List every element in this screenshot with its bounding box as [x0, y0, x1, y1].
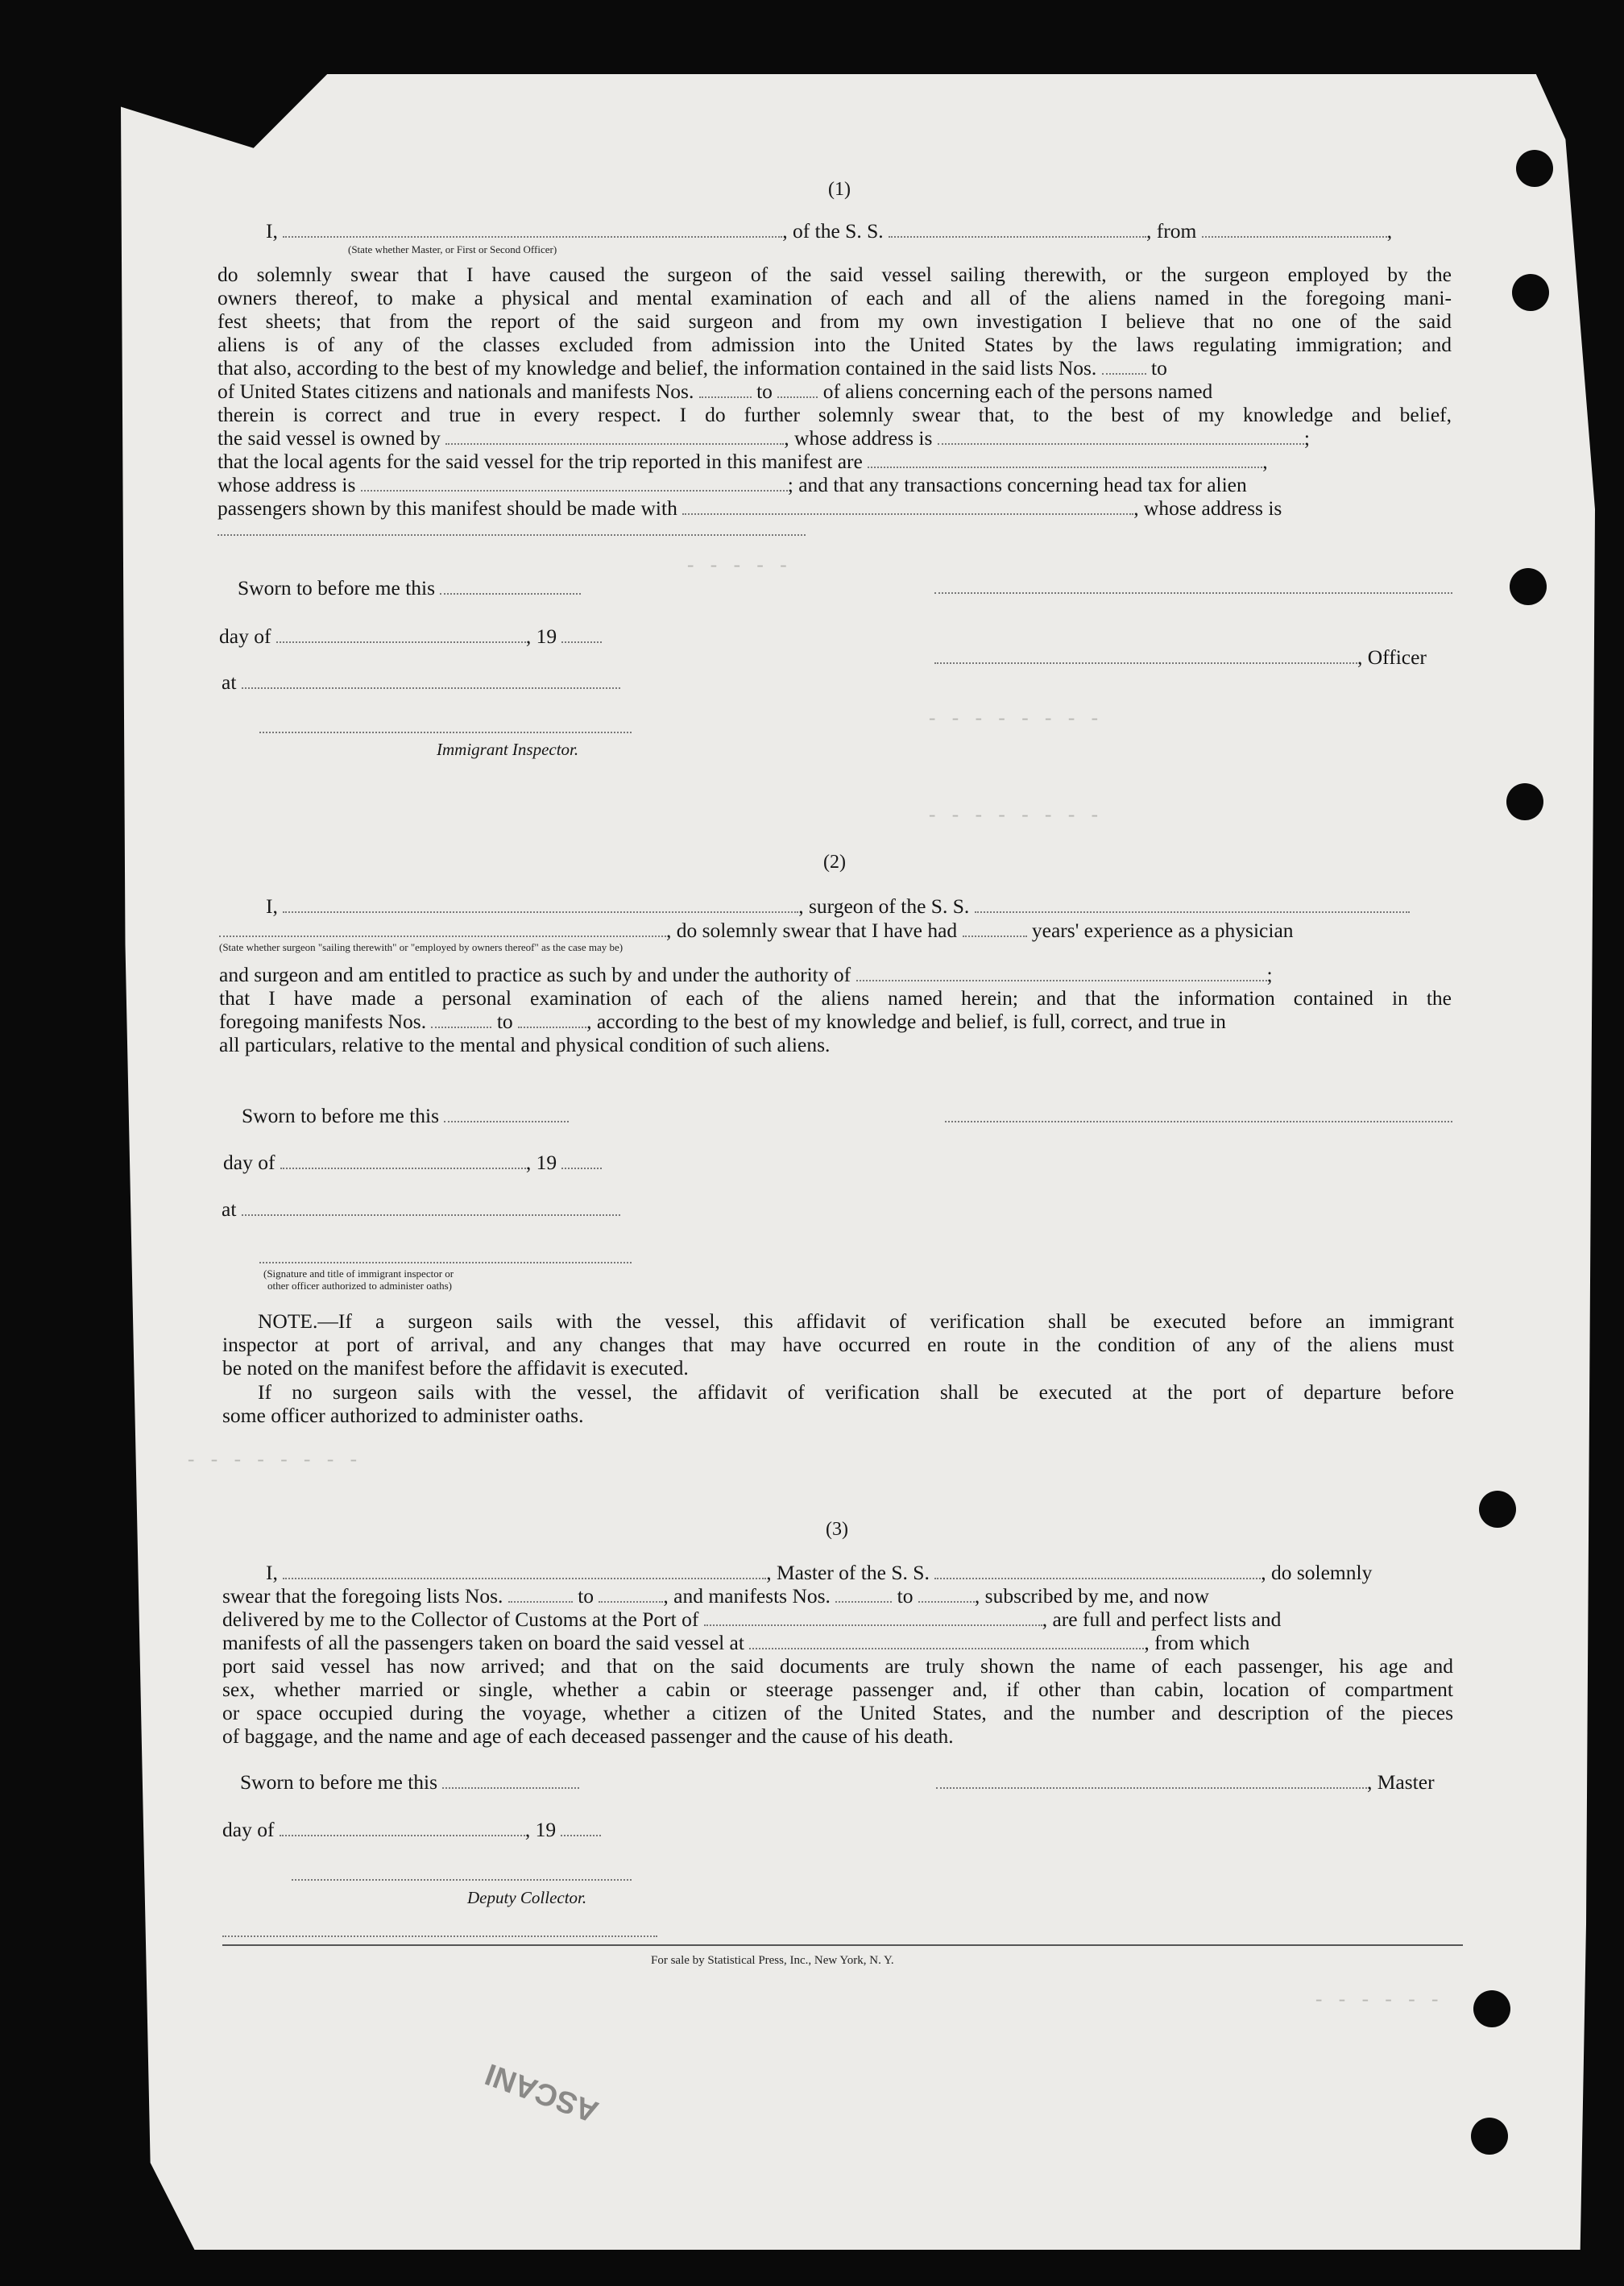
- location-field[interactable]: [242, 1200, 620, 1216]
- master-name-field[interactable]: [283, 1563, 766, 1579]
- note-line: inspector at port of arrival, and any changes that may have occurred en route in the condition of any of the aliens must: [222, 1333, 1454, 1356]
- head-tax-address-field[interactable]: [218, 534, 806, 536]
- surgeon-name-field[interactable]: [283, 897, 798, 913]
- lists-line: that also, according to the best of my knowledge and belief, the information contained in the said lists Nos. to: [218, 356, 1167, 380]
- punch-hole: [1479, 1491, 1516, 1528]
- surgeon-experience-line: , do solemnly swear that I have had years' experience as a physician: [219, 919, 1294, 943]
- dotted-divider: [222, 1935, 657, 1937]
- ascani-stamp: ASCANI: [481, 2056, 603, 2129]
- master-signature-line: , Master: [936, 1770, 1435, 1794]
- oath-paragraph-line: or space occupied during the voyage, whether a citizen of the United States, and the number and description of the pieces: [222, 1701, 1453, 1724]
- sworn-line: Sworn to before me this: [238, 576, 581, 600]
- manifest-from-field[interactable]: [699, 382, 752, 398]
- sworn-line: Sworn to before me this: [240, 1770, 579, 1794]
- section-number: (1): [828, 179, 851, 200]
- month-field[interactable]: [280, 1153, 526, 1169]
- note-line: NOTE.—If a surgeon sails with the vessel, this affidavit of verification shall be executed before an immigrant: [258, 1309, 1454, 1333]
- officer-line: , Officer: [934, 645, 1427, 670]
- day-of-line: day of , 19: [222, 1818, 601, 1842]
- authority-field[interactable]: [856, 965, 1267, 981]
- sworn-day-field[interactable]: [440, 579, 581, 595]
- punch-hole: [1506, 783, 1543, 820]
- lists-from-field[interactable]: [1102, 359, 1146, 375]
- inspector-caption: Immigrant Inspector.: [437, 740, 579, 759]
- years-field[interactable]: [963, 921, 1027, 937]
- punch-hole: [1512, 274, 1549, 311]
- master-line: I, , Master of the S. S. , do solemnly: [266, 1561, 1373, 1584]
- manifests-to-field[interactable]: [918, 1587, 975, 1603]
- master-line: I, , of the S. S. , from ,: [266, 219, 1393, 243]
- location-field[interactable]: [242, 673, 620, 689]
- lists-to-field[interactable]: [599, 1587, 663, 1603]
- inspector-signature-field[interactable]: [259, 732, 632, 733]
- field-hint: (State whether Master, or First or Second Officer): [348, 243, 557, 255]
- bleed-through-text: - - - - - - - -: [926, 709, 1101, 731]
- agent-address-line: whose address is ; and that any transactions concerning head tax for alien: [218, 473, 1247, 496]
- signature-hint: (Signature and title of immigrant inspector or: [263, 1267, 454, 1280]
- bleed-through-text: - - - - - - - -: [926, 806, 1101, 828]
- owner-address-field[interactable]: [938, 429, 1304, 445]
- note-line: be noted on the manifest before the affidavit is executed.: [222, 1356, 689, 1379]
- master-signature-field[interactable]: [936, 1773, 1367, 1789]
- sworn-line: Sworn to before me this: [242, 1104, 569, 1128]
- manifests-from-field[interactable]: [431, 1012, 491, 1028]
- manifests-of-line: manifests of all the passengers taken on board the said vessel at , from which: [222, 1631, 1250, 1654]
- oath-paragraph-line: owners thereof, to make a physical and mental examination of each and all of the aliens named in the foregoing mani-: [218, 286, 1452, 309]
- year-field[interactable]: [561, 1820, 601, 1836]
- particulars-line: all particulars, relative to the mental and physical condition of such aliens.: [219, 1033, 831, 1056]
- at-line: at: [222, 670, 620, 695]
- year-field[interactable]: [561, 1153, 602, 1169]
- departure-port-field[interactable]: [1202, 222, 1387, 238]
- oath-paragraph-line: do solemnly swear that I have caused the surgeon of the said vessel sailing therewith, or the surgeon employed by the: [218, 263, 1452, 286]
- oath-paragraph-line: that I have made a personal examination of each of the aliens named herein; and that the information contained in the: [219, 986, 1452, 1010]
- delivered-line: delivered by me to the Collector of Customs at the Port of , are full and perfect lists and: [222, 1608, 1282, 1631]
- authority-line: and surgeon and am entitled to practice as such by and under the authority of ;: [219, 963, 1273, 986]
- note-line: If no surgeon sails with the vessel, the affidavit of verification shall be executed at the port of departure before: [258, 1380, 1454, 1404]
- month-field[interactable]: [280, 1820, 525, 1836]
- punch-hole: [1471, 2118, 1508, 2155]
- surgeon-vessel-field[interactable]: [975, 897, 1410, 913]
- day-of-line: day of , 19: [223, 1151, 602, 1175]
- head-tax-party-field[interactable]: [682, 499, 1133, 515]
- punch-hole: [1510, 568, 1547, 605]
- signature-hint: other officer authorized to administer oaths): [267, 1280, 452, 1292]
- oath-paragraph-line: of baggage, and the name and age of each deceased passenger and the cause of his death.: [222, 1724, 954, 1748]
- lists-from-field[interactable]: [508, 1587, 573, 1603]
- surgeon-line: I, , surgeon of the S. S.: [266, 894, 1410, 919]
- officer-title-field[interactable]: [283, 222, 782, 238]
- month-field[interactable]: [276, 627, 526, 643]
- day-of-line: day of , 19: [219, 624, 602, 649]
- punch-hole: [1516, 150, 1553, 187]
- manifests-from-field[interactable]: [835, 1587, 892, 1603]
- section-number: (2): [823, 852, 846, 873]
- surgeon-type-field[interactable]: [219, 921, 666, 937]
- oath-paragraph-line: therein is correct and true in every respect. I do further solemnly swear that, to the best of my knowledge and belief,: [218, 403, 1452, 426]
- field-hint: (State whether surgeon "sailing therewith" or "employed by owners thereof" as the case may be): [219, 941, 624, 953]
- printer-footer: For sale by Statistical Press, Inc., New York, N. Y.: [651, 1954, 894, 1967]
- port-field[interactable]: [704, 1610, 1042, 1626]
- owned-by-line: the said vessel is owned by , whose address is ;: [218, 426, 1310, 450]
- foregoing-manifests-line: foregoing manifests Nos. to , according to the best of my knowledge and belief, is full, correct, and true in: [219, 1010, 1226, 1033]
- vessel-name-field[interactable]: [889, 222, 1146, 238]
- deputy-caption: Deputy Collector.: [467, 1888, 587, 1907]
- note-line: some officer authorized to administer oaths.: [222, 1404, 584, 1427]
- oath-paragraph-line: sex, whether married or single, whether a cabin or steerage passenger and, if other than cabin, location of compartment: [222, 1678, 1453, 1701]
- collector-signature-field[interactable]: [292, 1879, 632, 1881]
- foregoing-lists-line: swear that the foregoing lists Nos. to , and manifests Nos. to , subscribed by me, and now: [222, 1584, 1209, 1608]
- boarding-port-field[interactable]: [749, 1633, 1144, 1649]
- oath-paragraph-line: port said vessel has now arrived; and that on the said documents are truly shown the name of each passenger, his age and: [222, 1654, 1453, 1678]
- bleed-through-text: - - - - - - - -: [185, 1450, 360, 1472]
- owner-field[interactable]: [445, 429, 784, 445]
- at-line: at: [222, 1197, 620, 1222]
- surgeon-signature-field[interactable]: [945, 1121, 1452, 1122]
- oath-paragraph-line: fest sheets; that from the report of the said surgeon and from my own investigation I believe that no one of the said: [218, 309, 1452, 333]
- local-agents-line: that the local agents for the said vessel for the trip reported in this manifest are ,: [218, 450, 1268, 473]
- section-number: (3): [826, 1519, 848, 1540]
- bleed-through-text: - - - - - -: [1313, 1990, 1441, 2012]
- bleed-through-text: - - - - -: [685, 556, 789, 578]
- sworn-day-field[interactable]: [442, 1773, 579, 1789]
- sworn-day-field[interactable]: [444, 1106, 569, 1122]
- citizens-line: of United States citizens and nationals and manifests Nos. to of aliens concerning each of the persons named: [218, 380, 1213, 403]
- administrator-signature-field[interactable]: [259, 1262, 632, 1263]
- head-tax-line: passengers shown by this manifest should be made with , whose address is: [218, 496, 1282, 520]
- officer-name-field[interactable]: [934, 648, 1357, 664]
- manifests-to-field[interactable]: [518, 1012, 586, 1028]
- master-vessel-field[interactable]: [934, 1563, 1261, 1579]
- local-agents-field[interactable]: [868, 452, 1262, 468]
- oath-paragraph-line: aliens is of any of the classes excluded from admission into the United States by the laws regulating immigration; and: [218, 333, 1452, 356]
- year-field[interactable]: [561, 627, 602, 643]
- agent-address-field[interactable]: [361, 475, 788, 492]
- footer-rule: [222, 1944, 1463, 1946]
- punch-hole: [1473, 1990, 1510, 2027]
- manifest-to-field[interactable]: [777, 382, 818, 398]
- officer-signature-field[interactable]: [934, 592, 1452, 594]
